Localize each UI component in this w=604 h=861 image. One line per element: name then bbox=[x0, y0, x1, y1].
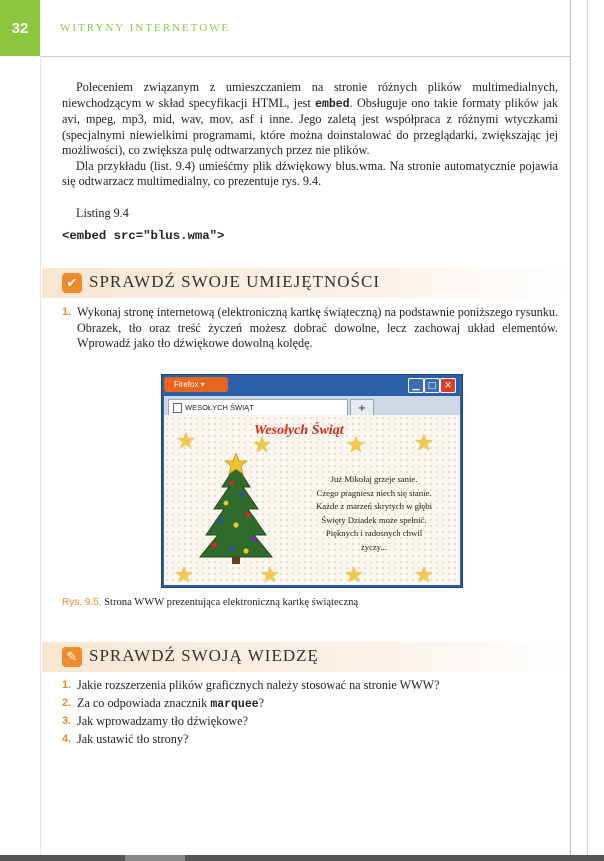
card-title: Wesołych Świąt bbox=[254, 423, 344, 438]
paragraph-text: . Obsługuje ono takie formaty plików jak avi, mpeg, mp3, mid, wav, mov, asf i inne. Jego zaletą jest współpraca z różnymi wtyczkami (specjalnymi niewielkimi programami, które można doinstalować do przeglądarki, zwiększając jej możliwości), co zwiększa pulę odtwarzanych przez nie plików. bbox=[62, 95, 558, 157]
header-rule bbox=[40, 56, 570, 57]
star-icon: ★ bbox=[344, 563, 364, 585]
star-icon: ★ bbox=[174, 563, 194, 585]
page-edge-rule bbox=[587, 0, 588, 861]
greeting-line: Już Mikołaj grzeje sanie. bbox=[330, 474, 418, 484]
item-text: Jak wprowadzamy tło dźwiękowe? bbox=[77, 714, 248, 728]
left-margin-rule bbox=[40, 56, 41, 861]
christmas-tree-icon bbox=[196, 453, 276, 565]
maximize-icon: □ bbox=[424, 378, 440, 393]
list-item bbox=[62, 696, 558, 713]
embed-keyword: embed bbox=[315, 97, 350, 111]
new-tab-icon: + bbox=[350, 399, 374, 417]
paragraph-text: Poleceniem związanym z umieszczaniem na stronie różnych plików multimedialnych, niewchodzącym w skład specyfikacji HTML, jest bbox=[62, 80, 558, 110]
listing-code: <embed src="blus.wma"> bbox=[62, 229, 225, 243]
greeting-line: Czego pragniesz niech się stanie. bbox=[316, 487, 432, 498]
paragraph-embed bbox=[62, 80, 558, 159]
right-margin-rule bbox=[570, 0, 571, 861]
item-number: 2. bbox=[62, 696, 72, 709]
item-number: 1. bbox=[62, 306, 72, 318]
greeting-line: życzy... bbox=[360, 541, 388, 552]
page-number: 32 bbox=[0, 0, 40, 56]
skills-section-title: SPRAWDŹ SWOJE UMIEJĘTNOŚCI bbox=[89, 272, 380, 291]
greeting-line: Święty Dziadek może spełnić. bbox=[321, 514, 427, 525]
marquee-keyword: marquee bbox=[210, 697, 259, 711]
star-icon: ★ bbox=[346, 433, 366, 458]
tab-strip bbox=[164, 396, 460, 415]
item-text: Jak ustawić tło strony? bbox=[77, 731, 189, 746]
figure-caption bbox=[62, 597, 358, 608]
minimize-icon: ▁ bbox=[408, 378, 424, 393]
card-greeting bbox=[294, 473, 454, 554]
list-item bbox=[62, 678, 558, 694]
star-icon: ★ bbox=[414, 563, 434, 585]
body-text bbox=[62, 80, 558, 190]
star-icon: ★ bbox=[260, 563, 280, 585]
bottom-bar bbox=[0, 855, 604, 861]
caption-text: Strona WWW prezentująca elektroniczną kartkę świąteczną bbox=[101, 597, 359, 608]
knowledge-question-list bbox=[62, 678, 558, 749]
list-item bbox=[62, 305, 558, 352]
item-text: Wykonaj stronę internetową (elektroniczną kartkę świąteczną) na podstawnie poniższego rysunku. Obrazek, tło oraz treść życzeń możesz dobrać dowolne, lecz zachowaj układ elementów. Wprowadź jako tło dźwiękowe dowolną kolędę. bbox=[77, 305, 558, 350]
listing-label: Listing 9.4 bbox=[76, 206, 129, 220]
star-icon: ★ bbox=[414, 431, 434, 456]
caption-label: Rys. 9.5. bbox=[62, 597, 102, 608]
item-number: 1. bbox=[62, 679, 72, 691]
item-text: Za co odpowiada znacznik bbox=[77, 695, 211, 710]
paragraph-example: Dla przykładu (list. 9.4) umieśćmy plik dźwiękowy blus.wma. Na stronie automatycznie pojawia się odtwarzacz multimedialny, co prezentuje rys. 9.4. bbox=[62, 158, 558, 188]
browser-figure bbox=[161, 374, 463, 588]
item-text: ? bbox=[258, 695, 265, 710]
tab-label: WESOŁYCH ŚWIĄT bbox=[185, 403, 254, 412]
list-item bbox=[62, 732, 558, 748]
greeting-line: Każde z marzeń skrytych w głębi bbox=[315, 501, 433, 511]
page-icon bbox=[173, 403, 182, 413]
greeting-line: Pięknych i radosnych chwil bbox=[325, 528, 423, 538]
running-title: WITRYNY INTERNETOWE bbox=[60, 22, 231, 34]
item-text: Jakie rozszerzenia plików graficznych należy stosować na stronie WWW? bbox=[77, 678, 440, 692]
list-item bbox=[62, 714, 558, 730]
item-number: 3. bbox=[62, 715, 72, 727]
item-number: 4. bbox=[62, 732, 72, 745]
firefox-menu-button: Firefox ▾ bbox=[164, 377, 228, 392]
skills-exercise-list bbox=[62, 305, 558, 354]
card-content bbox=[164, 415, 460, 585]
close-icon: ✕ bbox=[440, 378, 456, 393]
star-icon: ★ bbox=[252, 433, 272, 458]
check-icon: ✔ bbox=[62, 273, 82, 293]
knowledge-section-title: SPRAWDŹ SWOJĄ WIEDZĘ bbox=[89, 646, 319, 665]
pencil-icon: ✎ bbox=[62, 647, 82, 667]
star-icon: ★ bbox=[176, 429, 196, 454]
bottom-bar-segment bbox=[125, 855, 185, 861]
browser-tab bbox=[168, 399, 348, 415]
